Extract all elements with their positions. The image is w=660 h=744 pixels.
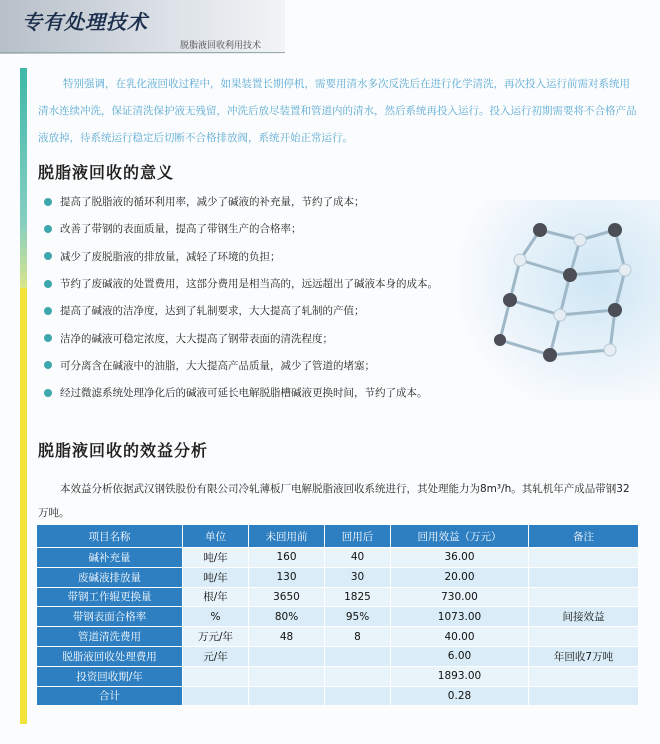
table-cell: [325, 646, 391, 666]
table-cell: 吨/年: [183, 548, 249, 568]
table-cell: 元/年: [183, 646, 249, 666]
table-cell: [529, 686, 639, 706]
table-cell: [529, 567, 639, 587]
intro-paragraph: 特别强调，在乳化液回收过程中，如果装置长期停机，需要用清水多次反洗后在进行化学清洗，再次投入运行前需对系统用清水连续冲洗，保证清洗保护液无残留，冲洗后放尽装置和管道内的清水，然后系统再投入运行。投入运行初期需要将不合格产品液放掉，待系统运行稳定后切断不合格排放阀，系统开始正常运行。: [38, 77, 637, 144]
table-row: [37, 607, 639, 627]
table-cell-item: 投资回收期/年: [37, 666, 183, 686]
list-item: 节约了废碱液的处置费用，这部分费用是相当高的，远远超出了碱液本身的成本。: [44, 270, 504, 297]
bullet-dot-icon: [44, 389, 52, 397]
section-title-significance: 脱脂液回收的意义: [38, 163, 175, 182]
table-cell: 6.00: [391, 646, 529, 666]
bullet-dot-icon: [44, 198, 52, 206]
header-divider: [0, 52, 285, 53]
list-item: 减少了废脱脂液的排放量，减轻了环境的负担；: [44, 243, 504, 270]
table-cell: 20.00: [391, 567, 529, 587]
list-item: 提高了脱脂液的循环利用率，减少了碱液的补充量，节约了成本；: [44, 188, 504, 215]
significance-list: [44, 188, 504, 406]
benefit-table: [36, 524, 639, 706]
bullet-dot-icon: [44, 361, 52, 369]
table-row: [37, 548, 639, 568]
table-header-cell: 未回用前: [249, 525, 325, 548]
table-header-cell: 单位: [183, 525, 249, 548]
table-cell: 40.00: [391, 627, 529, 647]
side-accent-bar-yellow: [20, 288, 27, 724]
table-cell-item: 合计: [37, 686, 183, 706]
table-cell: [529, 666, 639, 686]
table-cell: 1073.00: [391, 607, 529, 627]
table-cell: 30: [325, 567, 391, 587]
table-cell: 吨/年: [183, 567, 249, 587]
list-item: 提高了碱液的洁净度，达到了轧制要求，大大提高了轧制的产值；: [44, 297, 504, 324]
table-cell-item: 带钢工作辊更换量: [37, 587, 183, 607]
side-accent-bar-teal: [20, 68, 27, 288]
table-cell: 48: [249, 627, 325, 647]
section-title-benefit-analysis: 脱脂液回收的效益分析: [38, 441, 209, 460]
benefit-paragraph: 本效益分析依据武汉钢铁股份有限公司冷轧薄板厂电解脱脂液回收系统进行，其处理能力为8m³/h。其轧机年产成品带钢32万吨。: [38, 482, 630, 519]
table-cell: 130: [249, 567, 325, 587]
bullet-dot-icon: [44, 307, 52, 315]
table-cell: 36.00: [391, 548, 529, 568]
table-header-cell: 备注: [529, 525, 639, 548]
page-subtitle: 脱脂液回收利用技术: [180, 41, 262, 51]
table-cell: [529, 587, 639, 607]
table-cell: [183, 666, 249, 686]
table-cell: 40: [325, 548, 391, 568]
table-cell-item: 管道清洗费用: [37, 627, 183, 647]
bullet-dot-icon: [44, 252, 52, 260]
table-cell: 根/年: [183, 587, 249, 607]
table-row: [37, 567, 639, 587]
table-cell: 间接效益: [529, 607, 639, 627]
molecular-structure-image: [450, 200, 660, 400]
table-header-cell: 回用效益（万元）: [391, 525, 529, 548]
table-cell: [249, 686, 325, 706]
table-cell: 3650: [249, 587, 325, 607]
bullet-dot-icon: [44, 280, 52, 288]
table-row: [37, 686, 639, 706]
table-cell: [529, 627, 639, 647]
table-cell: 730.00: [391, 587, 529, 607]
table-cell: %: [183, 607, 249, 627]
table-cell-item: 脱脂液回收处理费用: [37, 646, 183, 666]
list-item: 经过微滤系统处理净化后的碱液可延长电解脱脂槽碱液更换时间，节约了成本。: [44, 379, 504, 406]
table-cell: 0.28: [391, 686, 529, 706]
table-cell: [529, 548, 639, 568]
table-cell: 1825: [325, 587, 391, 607]
bullet-dot-icon: [44, 225, 52, 233]
table-header-row: [37, 525, 639, 548]
table-cell: 8: [325, 627, 391, 647]
table-cell: [325, 666, 391, 686]
table-cell: 万元/年: [183, 627, 249, 647]
list-item: 洁净的碱液可稳定浓度，大大提高了钢带表面的清洗程度；: [44, 324, 504, 351]
table-row: [37, 587, 639, 607]
table-cell: [183, 686, 249, 706]
table-cell: [249, 646, 325, 666]
table-cell-item: 碱补充量: [37, 548, 183, 568]
table-cell: [325, 686, 391, 706]
table-cell: 年回收7万吨: [529, 646, 639, 666]
page-title: 专有处理技术: [22, 10, 148, 34]
table-cell: 95%: [325, 607, 391, 627]
table-header-cell: 回用后: [325, 525, 391, 548]
table-row: [37, 646, 639, 666]
table-row: [37, 666, 639, 686]
list-item: 改善了带钢的表面质量，提高了带钢生产的合格率；: [44, 215, 504, 242]
list-item: 可分离含在碱液中的油脂，大大提高产品质量，减少了管道的堵塞；: [44, 352, 504, 379]
bullet-dot-icon: [44, 334, 52, 342]
table-cell-item: 废碱液排放量: [37, 567, 183, 587]
table-header-cell: 项目名称: [37, 525, 183, 548]
table-cell: 1893.00: [391, 666, 529, 686]
table-cell: 80%: [249, 607, 325, 627]
table-cell: [249, 666, 325, 686]
table-cell: 160: [249, 548, 325, 568]
table-cell-item: 带钢表面合格率: [37, 607, 183, 627]
table-row: [37, 627, 639, 647]
